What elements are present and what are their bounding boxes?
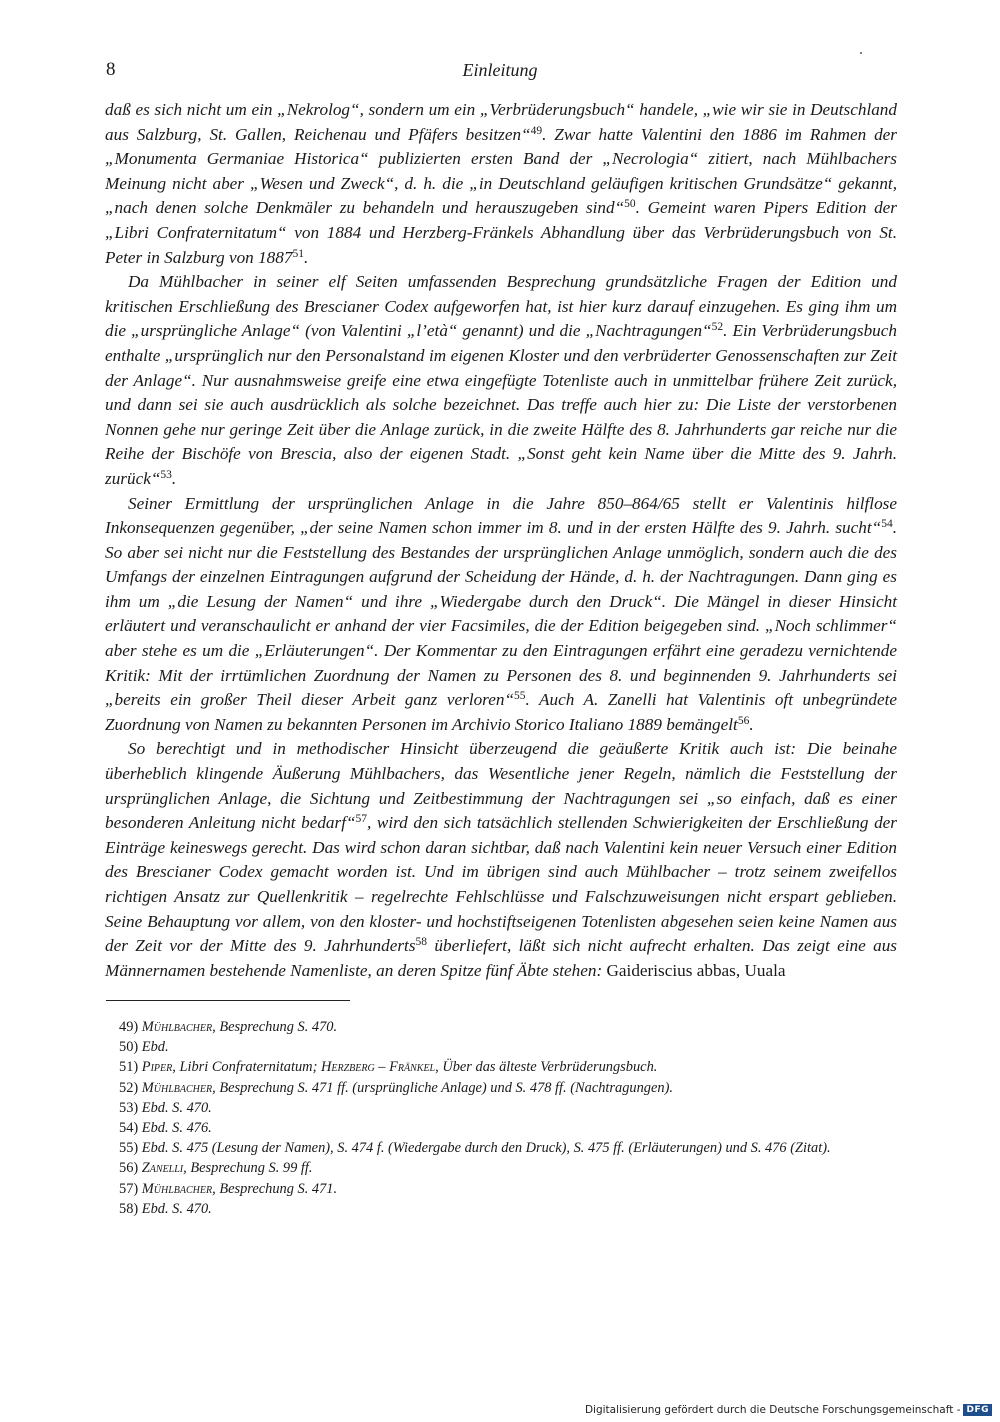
footnote-author: Mühlbacher xyxy=(141,1019,213,1035)
footnote-ref: 54 xyxy=(881,518,893,531)
funding-text: Digitalisierung gefördert durch die Deutsche Forschungsgemeinschaft - xyxy=(584,1404,961,1416)
latin-quotation: Gaideriscius abbas, Uuala xyxy=(606,960,786,980)
page-number: 8 xyxy=(106,59,116,80)
footnote-ref: 53 xyxy=(160,468,172,481)
paragraph-1 xyxy=(105,98,897,270)
footnote-text: , Libri Confraternitatum; xyxy=(172,1059,321,1076)
paragraph-text: . xyxy=(171,468,177,488)
footnote-number: 49) xyxy=(119,1019,139,1035)
footnote-ref: 49 xyxy=(530,124,543,137)
footnote-text: Ebd. S. 475 (Lesung der Namen), S. 474 f. (Wiedergabe durch den Druck), S. 475 ff. (Erläuterungen) und S. 476 (Zitat). xyxy=(141,1140,831,1157)
paragraph-text: , wird den sich tatsächlich stellenden Schwierigkeiten der Erschließung der Einträge keineswegs gerecht. Das wird schon daran sichtbar, daß nach Valentini kein neuer Versuch einer Edition des Brescianer Codex gemacht worden ist. Und im übrigen sind auch Mühlbacher – trotz seinem zweifellos richtigen Ansatz zur Quellenkritik – regelrechte Fehlschlüsse und Falschzuweisungen nicht erspart geblieben. Seine Behauptung vor allem, von den kloster- und hochstiftseigenen Totenlisten abgesehen seien keine Namen aus der Zeit vor der Mitte des 9. Jahrhunderts xyxy=(105,813,897,956)
footnote-number: 52) xyxy=(119,1079,139,1096)
footnote-ref: 51 xyxy=(292,247,304,260)
footnotes xyxy=(105,1017,897,1219)
footnote-number: 55) xyxy=(119,1140,139,1157)
paragraph-text: . Gemeint waren Pipers Edition der „Libri Confraternitatum“ von 1884 und Herzberg-Fränkels Abhandlung über das Verbrüderungsbuch von St. Peter in Salzburg von 1887 xyxy=(105,198,897,267)
footnote-text: , Besprechung S. 470. xyxy=(212,1019,338,1035)
footnote-author: Herzberg – Fränkel xyxy=(320,1059,436,1076)
footnote-number: 58) xyxy=(119,1200,139,1217)
footnote-number: 56) xyxy=(119,1160,139,1177)
footnote-text: Ebd. S. 476. xyxy=(141,1120,212,1137)
footnote-author: Mühlbacher xyxy=(141,1180,213,1197)
footnote-author: Piper xyxy=(141,1059,173,1076)
footnote-text: , Besprechung S. 471 ff. (ursprüngliche Anlage) und S. 478 ff. (Nachtragungen). xyxy=(212,1079,673,1096)
footnote-55 xyxy=(105,1138,897,1158)
footnote-number: 57) xyxy=(119,1180,139,1197)
footnote-text: Ebd. S. 470. xyxy=(141,1099,212,1116)
footnote-number: 51) xyxy=(119,1059,139,1076)
paragraph-text: . Zwar hatte Valentini den 1886 im Rahmen der „Monumenta Germaniae Historica“ publizierten ersten Band der „Necrologia“ zitiert, nach Mühlbachers Meinung nicht aber „Wesen und Zweck“, d. h. die „in Deutschland geläufigen kritischen Grundsätze“ gekannt, „nach denen solche Denkmäler zu behandeln und herauszugeben sind“ xyxy=(105,124,898,218)
paragraph-text: So berechtigt und in methodischer Hinsicht überzeugend die geäußerte Kritik auch ist: Die beinahe überheblich klingende Äußerung Mühlbachers, das Wesentliche jener Regeln, nämlich die Feststellung der ursprünglichen Anlage, die Sichtung und Zeitbestimmung der Nachtragungen sei „so einfach, daß es einer besonderen Anleitung nicht bedarf“ xyxy=(105,739,897,833)
paragraph-text: . So aber sei nicht nur die Feststellung des Bestandes der ursprünglichen Anlage unmöglich, sondern auch die des Umfangs der einzelnen Eintragungen aufgrund der Scheidung der Hände, d. h. der Nachtragungen. Dann ging es ihm um „die Lesung der Namen“ und ihre „Wiedergabe durch den Druck“. Die Mängel in dieser Hinsicht erläutert und veranschaulicht er anhand der vier Facsimiles, die der Edition beigegeben sind. „Noch schlimmer“ aber stehe es um die „Erläuterungen“. Der Kommentar zu den Eintragungen erfährt eine geradezu vernichtende Kritik: Mit der irrtümlichen Zuordnung der Namen zu Personen des 8. und beginnenden 9. Jahrhunderts sei „bereits ein großer Theil dieser Arbeit ganz verloren“ xyxy=(105,518,897,710)
footnote-57 xyxy=(105,1179,897,1199)
paragraph-text: Seiner Ermittlung der ursprünglichen Anlage in die Jahre 850–864/65 stellt er Valentinis hilflose Inkonsequenzen gegenüber, „der seine Namen schon immer im 8. und in der ersten Hälfte des 9. Jahrh. sucht“ xyxy=(105,493,897,538)
footnote-50 xyxy=(105,1037,897,1057)
paragraph-text: . xyxy=(749,714,754,734)
footnote-text: Ebd. xyxy=(141,1039,169,1056)
paragraph-3 xyxy=(105,492,897,738)
footnote-text: , Besprechung S. 471. xyxy=(212,1180,338,1197)
paragraph-text: daß es sich nicht um ein „Nekrolog“, sondern um ein „Verbrüderungsbuch“ handele, „wie wir sie in Deutschland aus Salzburg, St. Gallen, Reichenau und Pfäfers besitzen“ xyxy=(105,100,897,144)
footnote-ref: 55 xyxy=(514,690,526,703)
footnote-divider xyxy=(106,1000,350,1001)
paragraph-4 xyxy=(105,737,897,983)
dfg-logo-icon: DFG xyxy=(963,1404,992,1416)
footnote-author: Zanelli xyxy=(141,1160,184,1177)
footnote-49 xyxy=(105,1017,897,1037)
footnote-58 xyxy=(105,1199,897,1219)
footnote-number: 50) xyxy=(119,1039,139,1056)
body-text xyxy=(105,98,897,983)
running-title: Einleitung xyxy=(462,60,538,80)
footnote-number: 54) xyxy=(119,1120,139,1137)
footnote-text: , Besprechung S. 99 ff. xyxy=(183,1160,313,1177)
footnote-text: , Über das älteste Verbrüderungsbuch. xyxy=(435,1059,658,1076)
footnote-53 xyxy=(105,1098,897,1118)
footnote-author: Mühlbacher xyxy=(141,1079,213,1096)
paragraph-2 xyxy=(105,270,897,491)
paragraph-text: . xyxy=(303,247,309,267)
scan-speck xyxy=(860,52,862,54)
footnote-text: Ebd. S. 470. xyxy=(141,1200,212,1217)
footnote-ref: 52 xyxy=(711,321,724,334)
footnote-52 xyxy=(105,1078,897,1098)
footnote-ref: 57 xyxy=(355,813,368,826)
footnote-ref: 50 xyxy=(624,198,636,211)
footnote-54 xyxy=(105,1118,897,1138)
paragraph-text: . Ein Verbrüderungsbuch enthalte „ursprünglich nur den Personalstand im eigenen Kloster und den verbrüderter Genossenschaften zur Zeit der Anlage“. Nur ausnahmsweise greife eine etwa eingefügte Totenliste auch in unmittelbar frühere Zeit zurück, und dann sei sie auch ausdrücklich als solche bezeichnet. Das treffe auch hier zu: Die Liste der verstorbenen Nonnen gehe nur geringe Zeit über die Anlage zurück, in die zweite Hälfte des 8. Jahrhunderts gar reiche nur die Reihe der Bischöfe von Brescia, also der eigenen Stadt. „Sonst geht kein Name über die Mitte des 9. Jahrh. zurück“ xyxy=(105,321,897,488)
footnote-56 xyxy=(105,1158,897,1178)
paragraph-text: . Auch A. Zanelli hat Valentinis oft unbegründete Zuordnung von Namen zu bekannten Personen im Archivio Storico Italiano 1889 bemängelt xyxy=(105,690,897,734)
footnote-51 xyxy=(105,1057,897,1077)
paragraph-text: Da Mühlbacher in seiner elf Seiten umfassenden Besprechung grundsätzliche Fragen der Edition und kritischen Erschließung des Brescianer Codex aufgeworfen hat, ist hier kurz darauf einzugehen. Es ging ihm um die „ursprüngliche Anlage“ (von Valentini „l’età“ genannt) und die „Nachtragungen“ xyxy=(105,272,897,341)
paragraph-text: überliefert, läßt sich nicht aufrecht erhalten. Das zeigt eine aus Männernamen bestehende Namenliste, an deren Spitze fünf Äbte stehen: xyxy=(105,936,897,980)
footnote-ref: 56 xyxy=(737,714,750,727)
funding-banner xyxy=(585,1404,992,1416)
footnote-ref: 58 xyxy=(415,936,428,949)
footnote-number: 53) xyxy=(119,1099,139,1116)
